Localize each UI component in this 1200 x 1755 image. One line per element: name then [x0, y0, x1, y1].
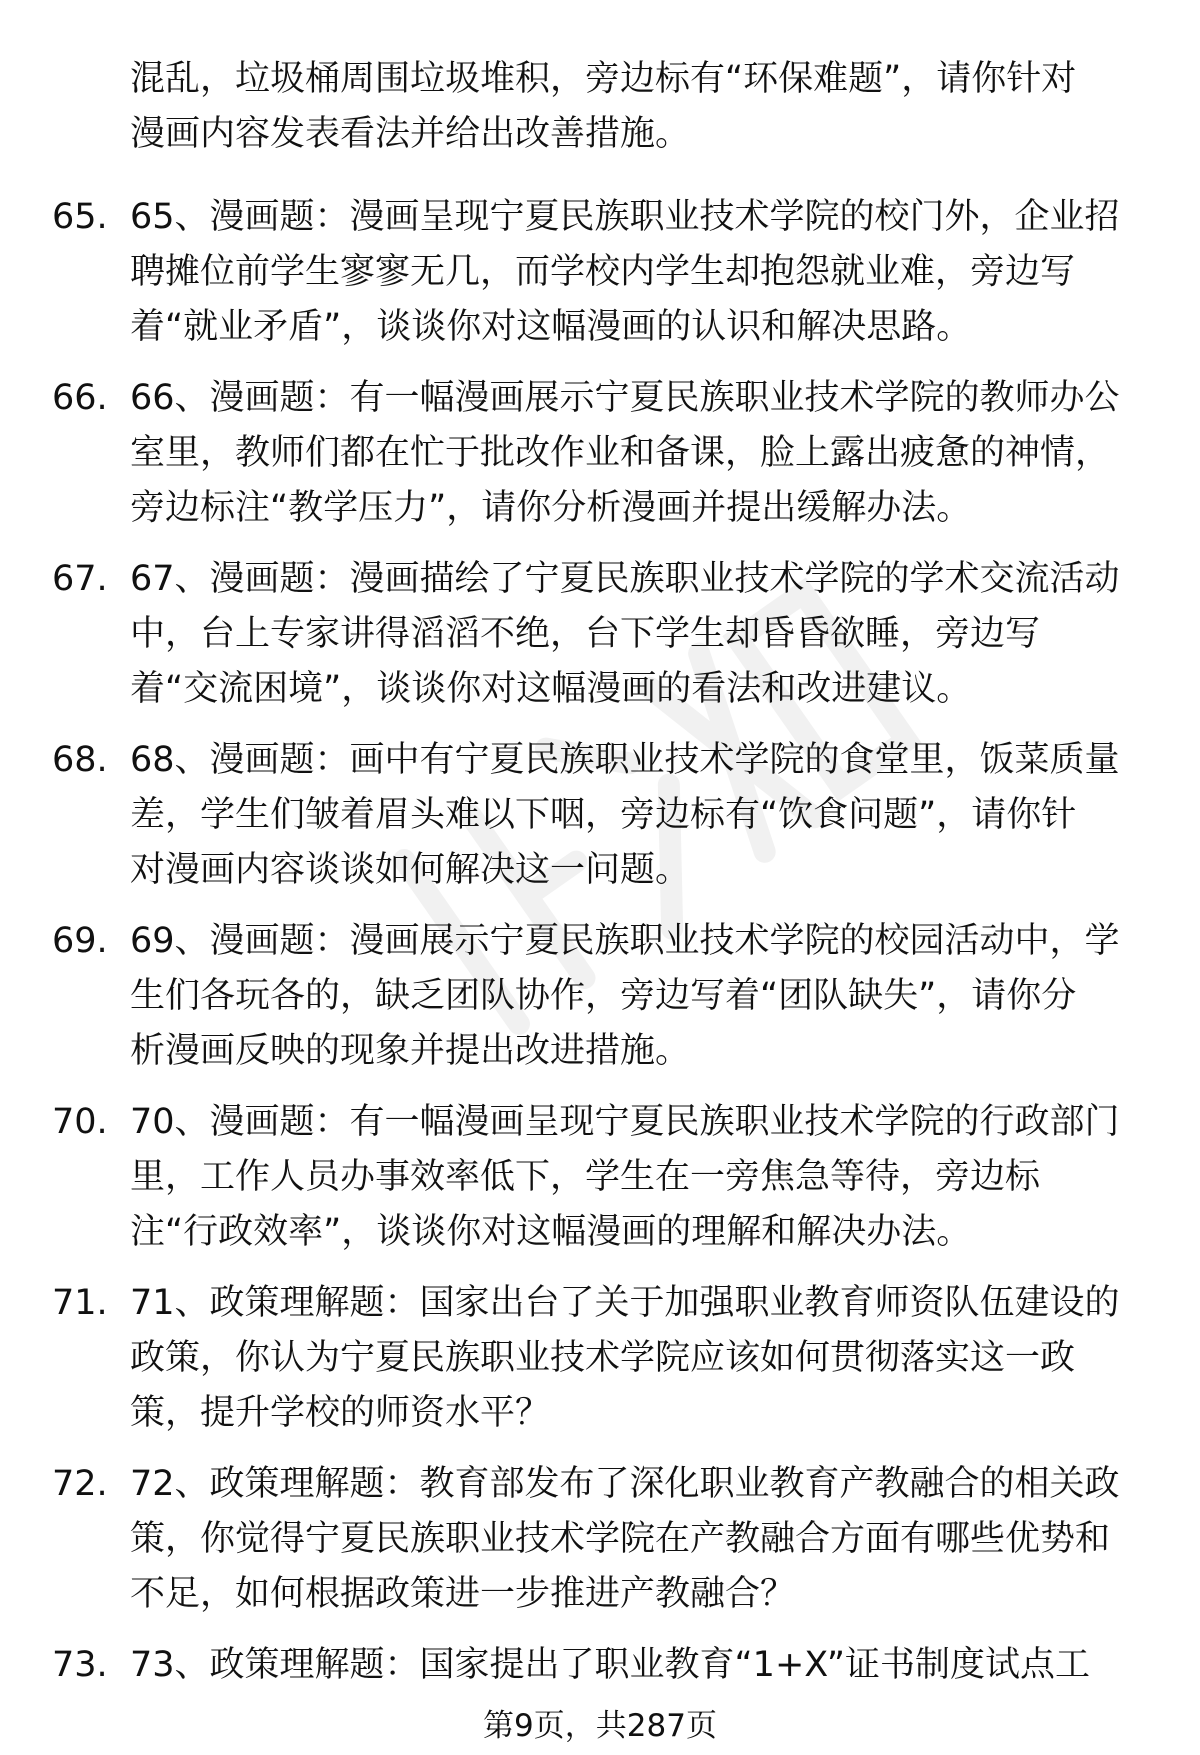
- question-number: 67.: [52, 559, 108, 599]
- question-line: 67、漫画题：漫画描绘了宁夏民族职业技术学院的学术交流活动: [130, 559, 1120, 599]
- page-footer: 第9页，共287页: [483, 1708, 717, 1744]
- question-line: 72、政策理解题：教育部发布了深化职业教育产教融合的相关政: [130, 1464, 1120, 1504]
- question-line: 68、漫画题：画中有宁夏民族职业技术学院的食堂里，饭菜质量: [130, 740, 1120, 780]
- question-item: [0, 1638, 1200, 1693]
- question-number: 71.: [52, 1283, 108, 1323]
- question-line: 生们各玩各的，缺乏团队协作，旁边写着“团队缺失”，请你分: [130, 976, 1077, 1016]
- question-number: 66.: [52, 378, 108, 418]
- question-number: 72.: [52, 1464, 108, 1504]
- question-line: 对漫画内容谈谈如何解决这一问题。: [130, 850, 691, 890]
- question-item: [0, 1457, 1200, 1622]
- question-line: 66、漫画题：有一幅漫画展示宁夏民族职业技术学院的教师办公: [130, 378, 1120, 418]
- question-line: 73、政策理解题：国家提出了职业教育“1+X”证书制度试点工: [130, 1645, 1090, 1685]
- question-item: [0, 1095, 1200, 1260]
- question-line: 旁边标注“教学压力”，请你分析漫画并提出缓解办法。: [130, 488, 972, 528]
- question-item: [0, 371, 1200, 536]
- question-line: 政策，你认为宁夏民族职业技术学院应该如何贯彻落实这一政: [130, 1338, 1076, 1378]
- question-line: 71、政策理解题：国家出台了关于加强职业教育师资队伍建设的: [130, 1283, 1120, 1323]
- intro-line: 漫画内容发表看法并给出改善措施。: [130, 114, 691, 154]
- question-number: 73.: [52, 1645, 108, 1685]
- question-line: 不足，如何根据政策进一步推进产教融合？: [130, 1574, 796, 1614]
- question-number: 69.: [52, 921, 108, 961]
- question-item: [0, 552, 1200, 717]
- question-line: 差，学生们皱着眉头难以下咽，旁边标有“饮食问题”，请你针: [130, 795, 1077, 835]
- question-item: [0, 914, 1200, 1079]
- question-item: [0, 733, 1200, 898]
- question-line: 中，台上专家讲得滔滔不绝，台下学生却昏昏欲睡，旁边写: [130, 614, 1041, 654]
- question-item: [0, 190, 1200, 355]
- question-number: 65.: [52, 197, 108, 237]
- question-line: 65、漫画题：漫画呈现宁夏民族职业技术学院的校门外，企业招: [130, 197, 1120, 237]
- question-line: 70、漫画题：有一幅漫画呈现宁夏民族职业技术学院的行政部门: [130, 1102, 1120, 1142]
- question-line: 策，你觉得宁夏民族职业技术学院在产教融合方面有哪些优势和: [130, 1519, 1111, 1559]
- question-number: 70.: [52, 1102, 108, 1142]
- question-number: 68.: [52, 740, 108, 780]
- question-line: 聘摊位前学生寥寥无几，而学校内学生却抱怨就业难，旁边写: [130, 252, 1076, 292]
- intro-line: 混乱，垃圾桶周围垃圾堆积，旁边标有“环保难题”，请你针对: [130, 59, 1077, 99]
- intro-block: [0, 52, 1200, 162]
- question-line: 策，提升学校的师资水平？: [130, 1393, 551, 1433]
- question-line: 着“交流困境”，谈谈你对这幅漫画的看法和改进建议。: [130, 669, 972, 709]
- question-line: 室里，教师们都在忙于批改作业和备课，脸上露出疲惫的神情，: [130, 433, 1111, 473]
- question-line: 69、漫画题：漫画展示宁夏民族职业技术学院的校园活动中，学: [130, 921, 1120, 961]
- question-item: [0, 1276, 1200, 1441]
- question-line: 析漫画反映的现象并提出改进措施。: [130, 1031, 691, 1071]
- question-line: 注“行政效率”，谈谈你对这幅漫画的理解和解决办法。: [130, 1212, 972, 1252]
- question-line: 着“就业矛盾”，谈谈你对这幅漫画的认识和解决思路。: [130, 307, 972, 347]
- question-line: 里，工作人员办事效率低下，学生在一旁焦急等待，旁边标: [130, 1157, 1041, 1197]
